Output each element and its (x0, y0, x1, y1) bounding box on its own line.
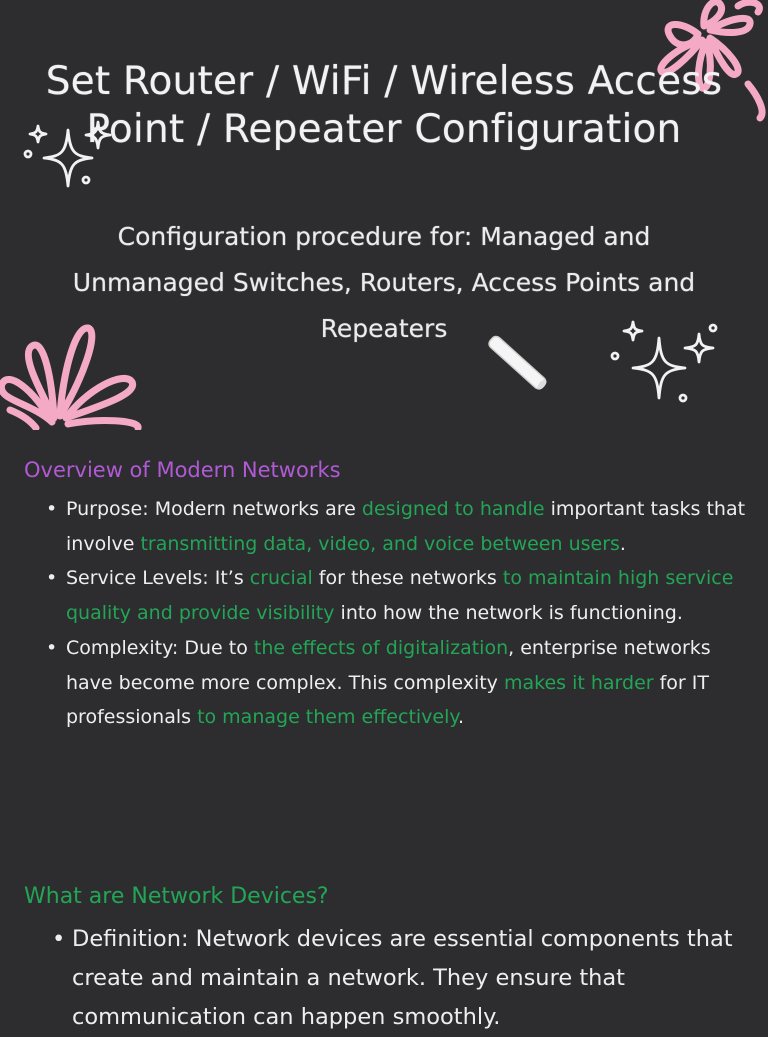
devices-heading: What are Network Devices? (24, 884, 329, 909)
text-segment: . (457, 706, 464, 729)
devices-list (52, 920, 752, 1037)
highlight-segment: the effects of digitalization (253, 636, 509, 659)
bullet-icon: • (46, 567, 58, 590)
page-title: Set Router / WiFi / Wireless Access Point / Repeater Configuration (45, 59, 723, 152)
overview-item-purpose (46, 492, 751, 561)
bullet-icon: • (52, 926, 66, 952)
overview-list (46, 492, 751, 735)
devices-item-definition (52, 920, 752, 1037)
text-segment: Complexity: Due to (66, 636, 254, 659)
highlight-segment: to maintain high service quality and provide visibility (66, 567, 734, 625)
bullet-icon: • (46, 636, 58, 659)
text-segment: , enterprise networks have become more complex. This complexity (66, 636, 711, 694)
highlight-segment: crucial (249, 567, 313, 590)
text-segment: important tasks that involve (66, 498, 746, 555)
highlight-segment: makes it harder (503, 671, 654, 694)
overview-item-complexity (46, 631, 751, 735)
text-segment: Definition: Network devices are essential components that create and maintain a network. They ensure that communication can happen smoothly. (72, 926, 733, 1030)
text-segment: Purpose: Modern networks are (66, 498, 362, 520)
text-segment: into how the network is functioning. (334, 602, 683, 625)
bullet-icon: • (46, 498, 58, 520)
page-subtitle: Configuration procedure for: Managed and Unmanaged Switches, Routers, Access Points and Repeaters (72, 222, 696, 343)
text-segment: . (619, 532, 626, 555)
text-segment: Service Levels: It’s (66, 567, 250, 590)
highlight-segment: designed to handle (361, 498, 545, 520)
highlight-segment: to manage them effectively (197, 706, 458, 729)
text-segment: for these networks (312, 567, 503, 590)
highlight-segment: transmitting data, video, and voice between users (140, 532, 620, 555)
overview-heading: Overview of Modern Networks (24, 458, 341, 482)
overview-item-service-levels (46, 561, 751, 630)
text-segment: for IT professionals (66, 671, 709, 729)
